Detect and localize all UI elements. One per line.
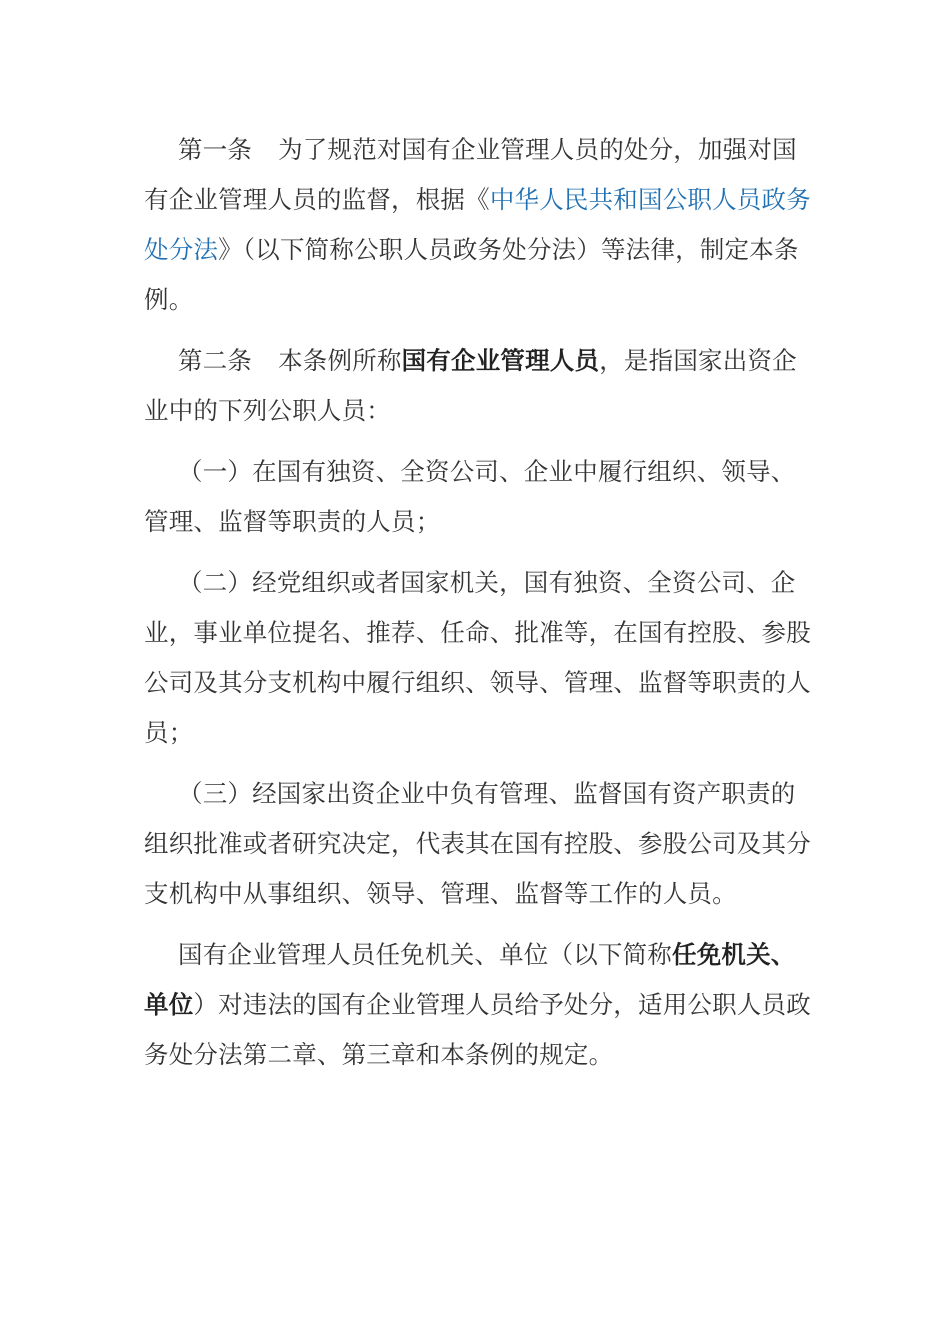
closing-text-b: ）对违法的国有企业管理人员给予处分，适用公职人员政务处分法第二章、第三章和本条例的规定。 (144, 990, 811, 1069)
item-2-paragraph: （二）经党组织或者国家机关，国有独资、全资公司、企业，事业单位提名、推荐、任命、批准等，在国有控股、参股公司及其分支机构中履行组织、领导、管理、监督等职责的人员； (144, 568, 811, 747)
item-1-paragraph: （一）在国有独资、全资公司、企业中履行组织、领导、管理、监督等职责的人员； (144, 457, 796, 536)
item-3-paragraph: （三）经国家出资企业中负有管理、监督国有资产职责的组织批准或者研究决定，代表其在国有控股、参股公司及其分支机构中从事组织、领导、管理、监督等工作的人员。 (144, 779, 811, 908)
article-1-paragraph (144, 125, 814, 325)
law-link[interactable]: 中华人民共和国公职人员政务处分法 (144, 185, 811, 264)
closing-term: 任免机关、单位 (144, 940, 796, 1019)
article-2-text-b: ，是指国家出资企业中的下列公职人员： (144, 346, 797, 425)
article-1-number: 第一条 (178, 135, 253, 164)
article-1-text-a: 为了规范对国有企业管理人员的处分，加强对国有企业管理人员的监督，根据《 (144, 135, 797, 214)
article-1-text-b: 》（以下简称公职人员政务处分法）等法律，制定本条例。 (144, 235, 799, 314)
document-body (144, 125, 814, 1091)
article-2-text-a: 本条例所称 (278, 346, 402, 375)
article-2-paragraph (144, 336, 814, 436)
closing-text-a: 国有企业管理人员任免机关、单位（以下简称 (178, 940, 672, 969)
closing-paragraph (144, 930, 814, 1080)
article-2-term: 国有企业管理人员 (401, 346, 600, 375)
article-2-number: 第二条 (178, 346, 253, 375)
